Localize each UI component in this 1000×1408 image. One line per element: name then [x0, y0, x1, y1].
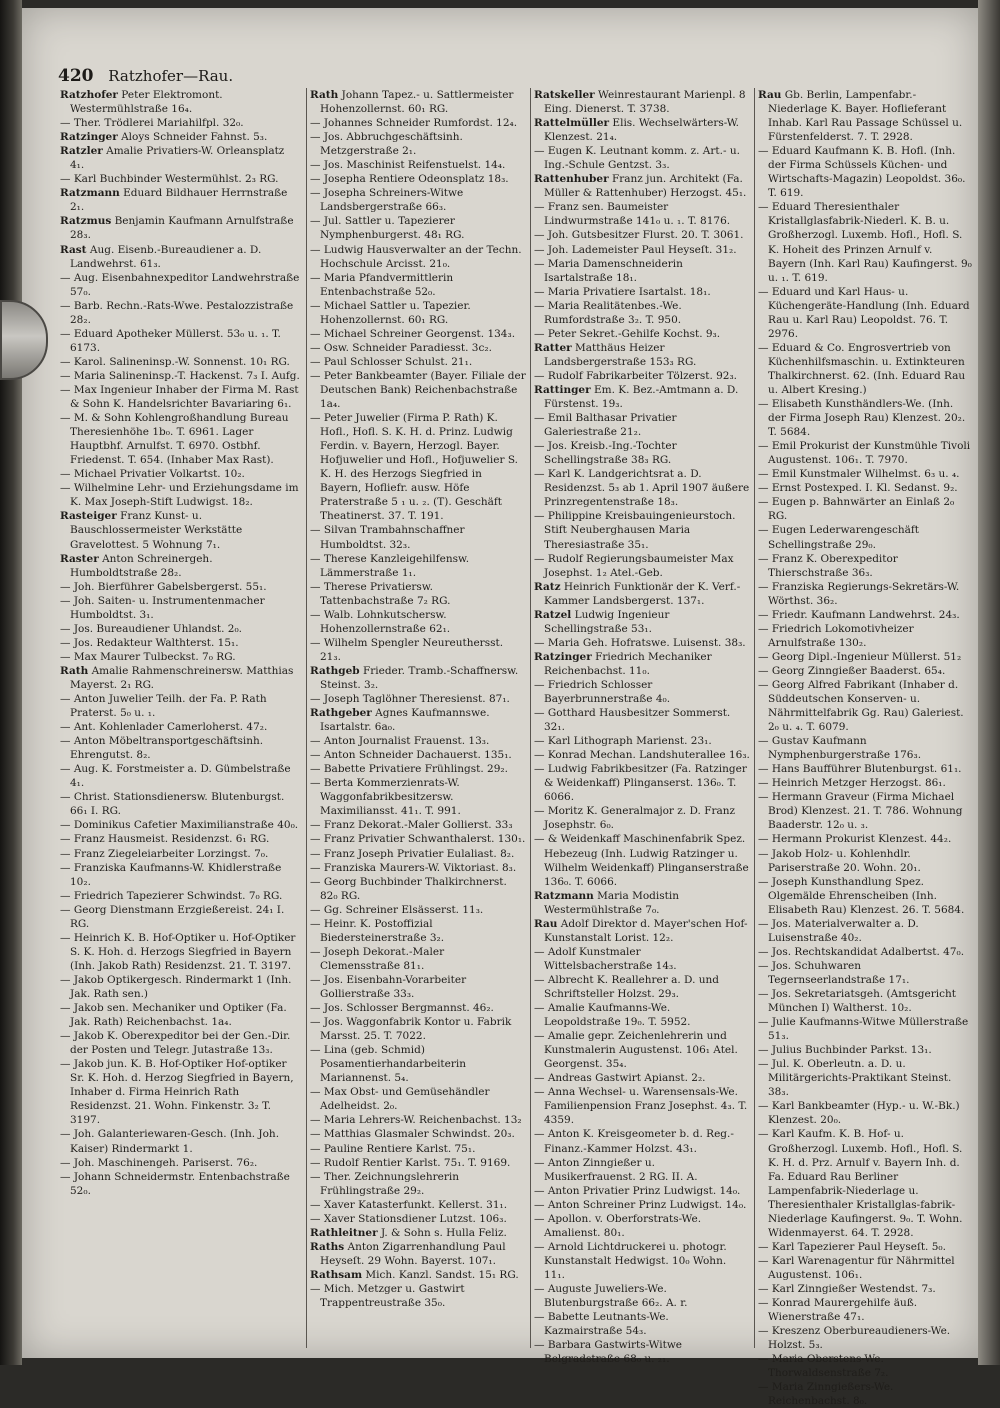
directory-entry: Raster Anton Schreinergeh. Humboldtstraße 28₂.: [60, 552, 213, 579]
column-1: [60, 88, 300, 1348]
directory-entry: — Franz Hausmeist. Residenzst. 6₁ RG.: [60, 833, 270, 846]
directory-entry: Rathsam Mich. Kanzl. Sandst. 15₁ RG.: [310, 1268, 519, 1281]
directory-entry: — Auguste Juweliers-We. Blutenburgstraße 66₂. A. r.: [534, 1282, 688, 1310]
directory-entry: Ratzinger Aloys Schneider Fahnst. 5₃.: [60, 131, 268, 144]
directory-entry: — Franz K. Oberexpeditor Thierschstraße 36₃.: [758, 552, 898, 579]
directory-entry: — Ludwig Fabrikbesitzer (Fa. Ratzinger & Weidenkaff) Plinganserst. 136₀. T. 6066.: [534, 763, 747, 804]
directory-entry: — Friedr. Kaufmann Landwehrst. 24₃.: [758, 608, 960, 621]
directory-entry: Ratzler Amalie Privatiers-W. Orleansplatz 4₁.: [60, 145, 285, 172]
page-header: [58, 66, 233, 90]
directory-entry: — Xaver Katasterfunkt. Kellerst. 31₁.: [310, 1198, 508, 1211]
directory-entry: — Karl Tapezierer Paul Heyseſt. 5₀.: [758, 1240, 946, 1253]
directory-entry: — Karl Buchbinder Westermühlst. 2₃ RG.: [60, 173, 279, 186]
column-3: [534, 88, 750, 1366]
directory-entry: — Barb. Rechn.-Rats-Wwe. Pestalozzistraße 28₂.: [60, 299, 294, 326]
directory-entry: — Franziska Maurers-W. Viktoriast. 8₃.: [310, 861, 517, 874]
directory-entry: — Aug. Eisenbahnexpeditor Landwehrstraße 57₀.: [60, 271, 300, 298]
page-edge: [978, 0, 1000, 1365]
directory-entry: — Jos. Abbruchgeschäftsinh. Metzgerstraße 2₁.: [310, 131, 463, 158]
directory-entry: — Michael Privatier Volkartst. 10₂.: [60, 468, 245, 481]
directory-entry: Rathgeb Frieder. Tramb.-Schaffnersw. Steinst. 3₂.: [310, 664, 519, 691]
directory-entry: — Silvan Trambahnschaffner Humboldtst. 32₃.: [310, 524, 465, 551]
directory-entry: — Rudolf Fabrikarbeiter Tölzerst. 92₃.: [534, 369, 738, 382]
directory-entry: — Wilhelm Spengler Neureuthersst. 21₃.: [310, 636, 504, 663]
directory-entry: — M. & Sohn Kohlengroßhandlung Bureau Theresienhöhe 1b₀. T. 6961. Lager Hauptbhf. Arnulfst. T. 6970. Ostbhf. Friedenst. T. 654. (Inhaber Max Rast).: [60, 412, 289, 467]
directory-entry: — Heinrich Metzger Herzogst. 86₁.: [758, 777, 946, 790]
directory-entry: — Franz Privatier Schwanthalerst. 130₁.: [310, 833, 526, 846]
directory-entry: — Therese Privatiersw. Tattenbachstraße 7₂ RG.: [310, 580, 451, 607]
directory-entry: — Friedrich Tapezierer Schwindst. 7₀ RG.: [60, 889, 283, 902]
directory-entry: — Jakob Holz- u. Kohlenhdlr. Pariserstraße 20. Wohn. 20₁.: [758, 847, 921, 874]
directory-entry: — Max Ingenieur Inhaber der Firma M. Rast & Sohn K. Handelsrichter Bavariaring 6₁.: [60, 383, 299, 411]
directory-entry: — Therese Kanzleigehilfensw. Lämmerstraße 1₁.: [310, 552, 470, 579]
directory-entry: — Jos. Schlosser Bergmannst. 46₂.: [310, 1002, 494, 1015]
directory-entry: — Xaver Stationsdiener Lutzst. 106₃.: [310, 1212, 507, 1225]
directory-entry: — Hermann Graveur (Firma Michael Brod) Klenzest. 21. T. 786. Wohnung Baaderstr. 12₀ u. ₃.: [758, 791, 963, 832]
directory-entry: — Maria Salineninsp.-T. Hackenst. 7₃ I. Aufg.: [60, 369, 300, 382]
directory-entry: — Wilhelmine Lehr- und Erziehungsdame im K. Max Joseph-Stift Ludwigst. 18₂.: [60, 482, 299, 509]
directory-entry: — Julie Kaufmanns-Witwe Müllerstraße 51₃.: [758, 1016, 969, 1043]
column-4: [758, 88, 972, 1408]
directory-entry: Rattinger Em. K. Bez.-Amtmann a. D. Fürstenst. 19₃.: [534, 383, 739, 411]
directory-entry: — Jos. Sekretariatsgeh. (Amtsgericht München I) Waltherst. 10₂.: [758, 988, 956, 1015]
directory-entry: — Georg Buchbinder Thalkirchnerst. 82₀ RG.: [310, 875, 507, 902]
directory-entry: Rath Johann Tapez.- u. Sattlermeister Hohenzollernst. 60₁ RG.: [310, 89, 514, 116]
directory-entry: — Franz Joseph Privatier Eulaliast. 8₂.: [310, 847, 515, 860]
directory-entry: — Konrad Mechan. Landshuterallee 16₃.: [534, 749, 750, 762]
directory-entry: — Joh. Maschinengeh. Pariserst. 76₂.: [60, 1156, 258, 1169]
directory-entry: — Walb. Lohnkutschersw. Hohenzollernstraße 62₁.: [310, 608, 451, 635]
directory-entry: Ratzinger Friedrich Mechaniker Reichenbachst. 11₀.: [534, 650, 712, 677]
directory-entry: — Jos. Eisenbahn-Vorarbeiter Gollierstraße 33₃.: [310, 973, 467, 1000]
directory-entry: — Georg Dipl.-Ingenieur Müllerst. 51₂: [758, 650, 962, 663]
directory-entry: — Emil Kunstmaler Wilhelmst. 6₃ u. ₄.: [758, 468, 960, 481]
directory-entry: — Anton K. Kreisgeometer b. d. Reg.-Finanz.-Kammer Holzst. 43₁.: [534, 1128, 734, 1155]
directory-entry: — Franziska Regierungs-Sekretärs-W. Wörthst. 36₂.: [758, 580, 960, 607]
directory-entry: — Joh. Lademeister Paul Heyseſt. 31₂.: [534, 243, 737, 256]
directory-entry: — Georg Dienstmann Erzgießereist. 24₁ I. RG.: [60, 903, 285, 930]
directory-entry: — Jul. K. Oberleutn. a. D. u. Militärgerichts-Praktikant Steinst. 38₃.: [758, 1058, 952, 1099]
directory-entry: — Mich. Metzger u. Gastwirt Trappentreustraße 35₀.: [310, 1282, 465, 1310]
column-divider: [530, 88, 531, 1348]
directory-entry: — Ther. Zeichnungslehrerin Frühlingstraße 29₂.: [310, 1170, 459, 1197]
directory-entry: — Joseph Taglöhner Theresienst. 87₁.: [310, 693, 510, 706]
directory-entry: — Max Obst- und Gemüsehändler Adelheidst. 2₀.: [310, 1086, 490, 1113]
directory-entry: — Dominikus Cafetier Maximilianstraße 40₀.: [60, 819, 299, 832]
directory-entry: — Jakob Optikergesch. Rindermarkt 1 (Inh. Jak. Rath sen.): [60, 973, 292, 1000]
directory-entry: — Joh. Saiten- u. Instrumentenmacher Humboldtst. 3₁.: [60, 594, 265, 621]
directory-entry: — Eduard Kaufmann K. B. Hofl. (Inh. der Firma Schüssels Küchen- und Wirtschafts-Magazin) Leopoldst. 36₀. T. 619.: [758, 145, 966, 200]
directory-entry: — Johann Schneidermstr. Entenbachstraße 52₀.: [60, 1170, 290, 1197]
directory-entry: Rattelmüller Elis. Wechselwärters-W. Klenzest. 21₄.: [534, 117, 739, 144]
directory-entry: — Hermann Prokurist Klenzest. 44₂.: [758, 833, 952, 846]
directory-entry: — Michael Schreiner Georgenst. 134₃.: [310, 327, 516, 340]
directory-entry: — Maria Zinngießers-We. Reichenbachst. 8₀.: [758, 1381, 894, 1408]
directory-entry: — Philippine Kreisbauingenieurstoch. Stift Neuberghausen Maria Theresiastraße 35₁.: [534, 510, 736, 551]
directory-entry: — Gg. Schreiner Elsässerst. 11₃.: [310, 903, 484, 916]
directory-entry: — Ludwig Hausverwalter an der Techn. Hochschule Arcisst. 21₀.: [310, 243, 522, 270]
directory-entry: — Babette Privatiere Frühlingst. 29₂.: [310, 763, 508, 776]
directory-entry: — Friedrich Schlosser Bayerbrunnerstraße 4₀.: [534, 678, 671, 706]
directory-entry: — & Weidenkaff Maschinenfabrik Spez. Hebezeug (Inh. Ludwig Ratzinger u. Wilhelm Weidenkaff) Plinganserstraße 136₀. T. 6066.: [534, 833, 749, 888]
directory-entry: — Rudolf Regierungsbaumeister Max Josephst. 1₂ Atel.-Geb.: [534, 552, 734, 579]
directory-entry: — Friedrich Lokomotivheizer Arnulfstraße 130₂.: [758, 622, 914, 649]
directory-entry: — Anton Zinngießer u. Musikerfrauenst. 2 RG. II. A.: [534, 1156, 698, 1183]
directory-entry: Rau Adolf Direktor d. Mayer'schen Hof-Kunstanstalt Lorist. 12₂.: [534, 917, 748, 944]
directory-entry: — Georg Zinngießer Baaderst. 65₄.: [758, 664, 946, 677]
directory-entry: Rasteiger Franz Kunst- u. Bauschlossermeister Werkstätte Gravelottest. 5 Wohnung 7₁.: [60, 510, 243, 551]
directory-entry: — Franz Ziegeleiarbeiter Lorzingst. 7₀.: [60, 847, 269, 860]
directory-entry: — Eugen K. Leutnant komm. z. Art.- u. Ing.-Schule Gentzst. 3₃.: [534, 145, 740, 172]
directory-entry: — Anton Schreiner Prinz Ludwigst. 14₀.: [534, 1198, 747, 1211]
directory-entry: — Johannes Schneider Rumfordst. 12₄.: [310, 117, 518, 130]
column-2: [310, 88, 526, 1348]
directory-entry: — Josepha Schreiners-Witwe Landsbergerstraße 66₃.: [310, 187, 464, 214]
directory-entry: — Arnold Lichtdruckerei u. photogr. Kunstanstalt Hedwigst. 10₀ Wohn. 11₁.: [534, 1240, 727, 1281]
directory-entry: — Karl Zinngießer Westendst. 7₃.: [758, 1282, 936, 1295]
directory-entry: — Joh. Bierführer Gabelsbergerst. 55₁.: [60, 580, 267, 593]
directory-entry: — Christ. Stationsdienersw. Blutenburgst. 66₁ I. RG.: [60, 791, 285, 818]
directory-entry: — Hans Baufführer Blutenburgst. 61₁.: [758, 763, 962, 776]
directory-entry: Rathleitner J. & Sohn s. Hulla Feliz.: [310, 1226, 507, 1239]
directory-entry: — Karol. Salineninsp.-W. Sonnenst. 10₁ RG.: [60, 355, 290, 368]
directory-entry: — Joseph Dekorat.-Maler Clemensstraße 81₁.: [310, 945, 445, 972]
directory-entry: — Aug. K. Forstmeister a. D. Gümbelstraße 4₁.: [60, 763, 291, 790]
running-head: Ratzhofer—Rau.: [108, 67, 234, 85]
directory-entry: — Kreszenz Oberbureaudieners-We. Holzst. 5₃.: [758, 1325, 951, 1352]
directory-entry: — Anton Möbeltransportgeschäftsinh. Ehrengutst. 8₂.: [60, 735, 264, 762]
directory-entry: — Jul. Sattler u. Tapezierer Nymphenburgerst. 48₁ RG.: [310, 215, 465, 242]
directory-entry: — Karl Kaufm. K. B. Hof- u. Großherzogl. Luxemb. Hofl., Hofl. S. K. H. d. Prz. Arnulf v. Bayern Inh. d. Fa. Eduard Rau Berliner Lampenfabrik-Niederlage u. Theresienthaler Kristallglas-fabrik-Niederlage Kaufingerst. 9₀. T. Wohn. Widenmayerst. 64. T. 2928.: [758, 1128, 963, 1239]
directory-entry: — Eugen p. Bahnwärter an Einlaß 2₀ RG.: [758, 496, 955, 523]
directory-entry: Ratter Matthäus Heizer Landsbergerstraße 153₃ RG.: [534, 341, 697, 368]
column-divider: [306, 88, 307, 1348]
directory-entry: — Maria Realitätenbes.-We. Rumfordstraße 3₂. T. 950.: [534, 299, 682, 326]
directory-entry: — Joh. Galanteriewaren-Gesch. (Inh. Joh. Kaiser) Rindermarkt 1.: [60, 1128, 280, 1155]
directory-entry: — Maria Oberstens-We. Thorwaldsenstraße 7₂.: [758, 1353, 889, 1380]
directory-entry: — Josepha Rentiere Odeonsplatz 18₃.: [310, 173, 509, 186]
directory-entry: — Maria Lehrers-W. Reichenbachst. 13₂: [310, 1114, 522, 1127]
directory-entry: — Jos. Materialverwalter a. D. Luisenstraße 40₂.: [758, 917, 919, 944]
directory-entry: — Eduard und Karl Haus- u. Küchengeräte-Handlung (Inh. Eduard Rau u. Karl Rau) Leopoldst. 76. T. 2976.: [758, 285, 970, 340]
directory-entry: — Emil Balthasar Privatier Galeriestraße 21₂.: [534, 412, 677, 439]
directory-entry: — Joh. Gutsbesitzer Flurst. 20. T. 3061.: [534, 229, 744, 242]
directory-entry: — Moritz K. Generalmajor z. D. Franz Josephstr. 6₀.: [534, 805, 736, 832]
directory-entry: — Anton Journalist Frauenst. 13₃.: [310, 735, 490, 748]
directory-entry: — Eduard & Co. Engrosvertrieb von Küchenhilfsmaschin. u. Extinkteuren Thalkirchnerst. 62. (Inh. Eduard Rau u. Albert Kresing.): [758, 341, 966, 396]
directory-entry: — Berta Kommerzienrats-W. Waggonfabrikbesitzersw. Maximiliansst. 41₁. T. 991.: [310, 777, 461, 818]
directory-entry: — Maria Geh. Hofratswe. Luisenst. 38₃.: [534, 636, 746, 649]
directory-entry: — Karl Lithograph Marienst. 23₁.: [534, 735, 712, 748]
directory-entry: — Lina (geb. Schmid) Posamentierhandarbeiterin Mariannenst. 5₄.: [310, 1044, 467, 1085]
directory-entry: — Konrad Maurergehilfe äuß. Wienerstraße 47₁.: [758, 1297, 918, 1324]
directory-entry: — Gotthard Hausbesitzer Sommerst. 32₁.: [534, 707, 731, 734]
directory-entry: — Eugen Lederwarengeschäft Schellingstraße 29₀.: [758, 524, 920, 551]
directory-entry: Ratskeller Weinrestaurant Marienpl. 8 Eing. Dienerst. T. 3738.: [534, 89, 746, 116]
directory-entry: — Heinrich K. B. Hof-Optiker u. Hof-Optiker S. K. Hoh. d. Herzogs Siegfried in Bayern (Inh. Jakob Rath) Residenzst. 21. T. 3197.: [60, 931, 296, 972]
directory-entry: Ratzmann Eduard Bildhauer Herrnstraße 2₁.: [60, 187, 288, 214]
directory-entry: Ratzel Ludwig Ingenieur Schellingstraße 53₁.: [534, 608, 670, 635]
directory-entry: Ratzmus Benjamin Kaufmann Arnulfstraße 28₃.: [60, 215, 294, 242]
directory-entry: Raths Anton Zigarrenhandlung Paul Heyseſt. 29 Wohn. Bayerst. 107₁.: [310, 1240, 506, 1267]
directory-entry: — Jos. Schuhwaren Tegernseerlandstraße 17₁.: [758, 959, 910, 986]
directory-entry: — Babette Leutnants-We. Kazmairstraße 54₃.: [534, 1311, 669, 1338]
directory-entry: — Jos. Kreisb.-Ing.-Tochter Schellingstraße 38₃ RG.: [534, 440, 677, 467]
directory-entry: — Anton Privatier Prinz Ludwigst. 14₀.: [534, 1184, 741, 1197]
directory-entry: Rau Gb. Berlin, Lampenfabr.-Niederlage K. Bayer. Hoflieferant Inhab. Karl Rau Passage Schüssel u. Fürstenfelderst. 7. T. 2928.: [758, 89, 963, 144]
directory-entry: — Anna Wechsel- u. Warensensals-We. Familienpension Franz Josephst. 4₃. T. 4359.: [534, 1086, 748, 1127]
directory-entry: — Pauline Rentiere Karlst. 75₁.: [310, 1142, 476, 1155]
directory-entry: — Jos. Maschinist Reifenstuelst. 14₄.: [310, 159, 506, 172]
directory-entry: — Karl Warenagentur für Nährmittel Augustenst. 106₁.: [758, 1254, 955, 1281]
directory-entry: — Joseph Kunsthandlung Spez. Olgemälde Ehrenscheiben (Inh. Elisabeth Rau) Klenzest. 26. T. 5684.: [758, 875, 965, 916]
directory-entry: — Maria Damenschneiderin Isartalstraße 18₁.: [534, 257, 683, 284]
directory-entry: — Albrecht K. Reallehrer a. D. und Schriftsteller Holzst. 29₃.: [534, 973, 720, 1000]
directory-entry: Rattenhuber Franz jun. Architekt (Fa. Müller & Rattenhuber) Herzogst. 45₁.: [534, 173, 747, 200]
book-spine: [0, 0, 22, 1365]
directory-entry: — Heinr. K. Postoffizial Biedersteinerstraße 3₂.: [310, 917, 445, 944]
directory-entry: — Amalie Kaufmanns-We. Leopoldstraße 19₀. T. 5952.: [534, 1002, 691, 1029]
directory-entry: — Peter Bankbeamter (Bayer. Filiale der Deutschen Bank) Reichenbachstraße 1a₄.: [310, 369, 526, 411]
directory-entry: — Amalie gepr. Zeichenlehrerin und Kunstmalerin Augustenst. 106₁ Atel. Georgenst. 35₄.: [534, 1030, 738, 1071]
directory-entry: — Georg Alfred Fabrikant (Inhaber d. Süddeutschen Konserven- u. Nährmittelfabrik Gg. Rau) Galeriest. 2₀ u. ₄. T. 6079.: [758, 678, 964, 734]
directory-entry: — Ant. Kohlenlader Camerloherst. 47₂.: [60, 721, 268, 734]
directory-entry: — Karl Bankbeamter (Hyp.- u. W.-Bk.) Klenzest. 20₀.: [758, 1100, 960, 1127]
directory-entry: — Max Maurer Tulbeckst. 7₀ RG.: [60, 650, 236, 663]
directory-entry: — Paul Schlosser Schulst. 21₁.: [310, 355, 473, 368]
directory-entry: — Franz Dekorat.-Maler Gollierst. 33₃: [310, 819, 513, 832]
directory-entry: Rathgeber Agnes Kaufmannswe. Isartalstr. 6a₀.: [310, 707, 490, 734]
directory-entry: Rast Aug. Eisenb.-Bureaudiener a. D. Landwehrst. 61₃.: [60, 243, 262, 270]
page-number: 420: [58, 66, 94, 86]
directory-entry: — Ther. Trödlerei Mariahilfpl. 32₀.: [60, 117, 244, 130]
directory-entry: — Julius Buchbinder Parkst. 13₁.: [758, 1044, 932, 1057]
directory-entry: — Eduard Theresienthaler Kristallglasfabrik-Niederl. K. B. u. Großherzogl. Luxemb. Hofl., Hofl. S. K. Hoheit des Prinzen Arnulf v. Bayern (Inh. Karl Rau) Kaufingerst. 9₀ u. ₁. T. 619.: [758, 201, 972, 284]
column-divider: [754, 88, 755, 1348]
directory-entry: — Michael Sattler u. Tapezier. Hohenzollernst. 60₁ RG.: [310, 299, 471, 326]
directory-entry: — Ernst Postexped. I. Kl. Sedanst. 9₂.: [758, 482, 958, 495]
directory-entry: — Jos. Bureaudiener Uhlandst. 2₀.: [60, 622, 243, 635]
directory-entry: — Gustav Kaufmann Nymphenburgerstraße 176₃.: [758, 735, 922, 762]
directory-entry: — Jakob K. Oberexpeditor bei der Gen.-Dir. der Posten und Telegr. Jutastraße 13₃.: [60, 1030, 291, 1057]
directory-entry: Rath Amalie Rahmenschreinersw. Matthias Mayerst. 2₁ RG.: [60, 664, 294, 691]
directory-entry: — Jakob jun. K. B. Hof-Optiker Hof-optiker Sr. K. Hoh. d. Herzog Siegfried in Bayern, Inhaber d. Firma Heinrich Rath Residenzst. 21. Wohn. Finkenstr. 3₂ T. 3197.: [60, 1058, 294, 1127]
directory-entry: — Matthias Glasmaler Schwindst. 20₃.: [310, 1128, 515, 1141]
directory-entry: Ratz Heinrich Funktionär der K. Verf.-Kammer Landsbergerst. 137₁.: [534, 580, 741, 607]
directory-entry: — Osw. Schneider Paradiesst. 3c₂.: [310, 341, 492, 354]
directory-entry: — Franz sen. Baumeister Lindwurmstraße 141₀ u. ₁. T. 8176.: [534, 201, 731, 228]
directory-entry: — Karl K. Landgerichtsrat a. D. Residenzst. 5₃ ab 1. April 1907 äußere Prinzregentenstraße 18₃.: [534, 468, 750, 509]
directory-entry: — Jakob sen. Mechaniker und Optiker (Fa. Jak. Rath) Reichenbachst. 1a₄.: [60, 1002, 287, 1029]
directory-entry: — Elisabeth Kunsthändlers-We. (Inh. der Firma Joseph Rau) Klenzest. 20₂. T. 5684.: [758, 398, 966, 439]
directory-entry: — Maria Privatiere Isartalst. 18₁.: [534, 285, 711, 298]
directory-entry: — Maria Pfandvermittlerin Entenbachstraße 52₀.: [310, 271, 454, 298]
directory-entry: — Rudolf Rentier Karlst. 75₁. T. 9169.: [310, 1156, 511, 1169]
directory-entry: Ratzhofer Peter Elektromont. Westermühlstraße 16₄.: [60, 89, 223, 116]
directory-page: [22, 8, 978, 1408]
directory-entry: Ratzmann Maria Modistin Westermühlstraße 7₀.: [534, 889, 679, 916]
directory-entry: — Peter Juwelier (Firma P. Rath) K. Hofl., Hofl. S. K. H. d. Prinz. Ludwig Ferdin. v. Bayern, Herzogl. Bayer. Hofjuwelier und Hofl., Hofjuwelier S. K. H. des Herzogs Siegfried in Bayern, Hofliefr. ausw. Höfe Praterstraße 5 ₁ u. ₂. (T). Geschäft Theatinerst. 37. T. 191.: [310, 412, 518, 523]
directory-entry: — Anton Schneider Dachauerst. 135₁.: [310, 749, 512, 762]
directory-entry: — Peter Sekret.-Gehilfe Kochst. 9₃.: [534, 327, 721, 340]
directory-entry: — Barbara Gastwirts-Witwe Belgradstraße 68₀ u. ₂₁.: [534, 1339, 683, 1366]
directory-entry: — Adolf Kunstmaler Wittelsbacherstraße 14₃.: [534, 945, 677, 972]
directory-entry: — Jos. Rechtskandidat Adalbertst. 47₀.: [758, 945, 965, 958]
directory-entry: — Jos. Waggonfabrik Kontor u. Fabrik Marsst. 25. T. 7022.: [310, 1016, 512, 1043]
directory-entry: — Franziska Kaufmanns-W. Khidlerstraße 10₂.: [60, 861, 282, 888]
directory-entry: — Andreas Gastwirt Apianst. 2₂.: [534, 1072, 706, 1085]
directory-entry: — Anton Juwelier Teilh. der Fa. P. Rath Praterst. 5₀ u. ₁.: [60, 693, 267, 720]
directory-entry: — Emil Prokurist der Kunstmühle Tivoli Augustenst. 106₁. T. 7970.: [758, 440, 971, 467]
directory-entry: — Eduard Apotheker Müllerst. 53₀ u. ₁. T. 6173.: [60, 327, 281, 354]
directory-entry: — Jos. Redakteur Walthterst. 15₁.: [60, 636, 239, 649]
directory-entry: — Apollon. v. Oberforstrats-We. Amalienst. 80₁.: [534, 1212, 702, 1239]
